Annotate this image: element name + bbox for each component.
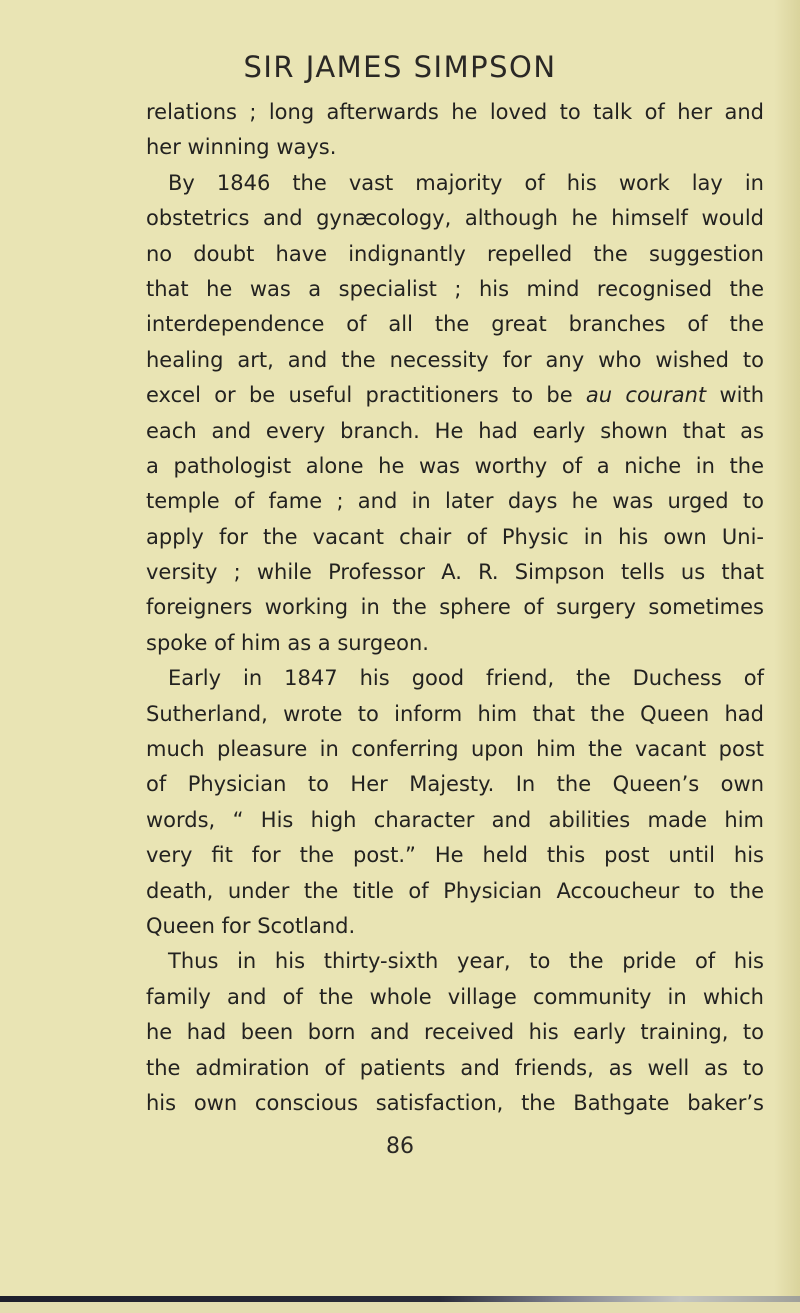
running-head: SIR JAMES SIMPSON [243,50,557,84]
page-bottom-band [0,1302,800,1313]
text-line: family and of the whole village community in which [146,984,764,1009]
text-line: each and every branch. He had early shown that as [146,418,764,443]
text-line: By 1846 the vast majority of his work lay in [168,170,764,195]
text-line: no doubt have indignantly repelled the suggestion [146,241,764,266]
text-line: her winning ways. [146,135,337,160]
text-line: very fit for the post.” He held this post until his [146,843,764,868]
text-line: excel or be useful practitioners to be au courant with [146,383,765,408]
text-line: he had been born and received his early training, to [146,1020,764,1045]
text-line: much pleasure in conferring upon him the vacant post [146,737,764,762]
text-line: healing art, and the necessity for any who wished to [146,347,764,372]
page-number: 86 [386,1134,414,1159]
text-line: his own conscious satisfaction, the Bathgate baker’s [146,1090,764,1115]
italic-phrase: au courant [585,383,707,408]
text-line: apply for the vacant chair of Physic in his own Uni- [146,524,764,549]
text-line: of Physician to Her Majesty. In the Queen’s own [146,772,764,797]
text-line: a pathologist alone he was worthy of a niche in the [146,453,764,478]
text-line: words, “ His high character and abilities made him [146,807,764,832]
text-line: Thus in his thirty-sixth year, to the pride of his [168,949,764,974]
text-line: spoke of him as a surgeon. [146,630,429,655]
text-line: obstetrics and gynæcology, although he himself would [146,206,764,231]
text-line: foreigners working in the sphere of surgery sometimes [146,595,764,620]
text-line: temple of fame ; and in later days he was urged to [146,489,764,514]
text-line: Early in 1847 his good friend, the Duchess of [168,666,764,691]
body-text [146,95,764,1121]
text-line: that he was a specialist ; his mind recognised the [146,276,764,301]
text-line: versity ; while Professor A. R. Simpson tells us that [146,560,764,585]
text-line: Sutherland, wrote to inform him that the Queen had [146,701,764,726]
text-line: death, under the title of Physician Accoucheur to the [146,878,764,903]
text-line: relations ; long afterwards he loved to talk of her and [146,100,764,124]
page-edge-shadow [774,0,800,1313]
text-line: interdependence of all the great branches of the [146,312,764,337]
text-line: the admiration of patients and friends, as well as to [146,1055,764,1080]
text-line: Queen for Scotland. [146,913,356,938]
